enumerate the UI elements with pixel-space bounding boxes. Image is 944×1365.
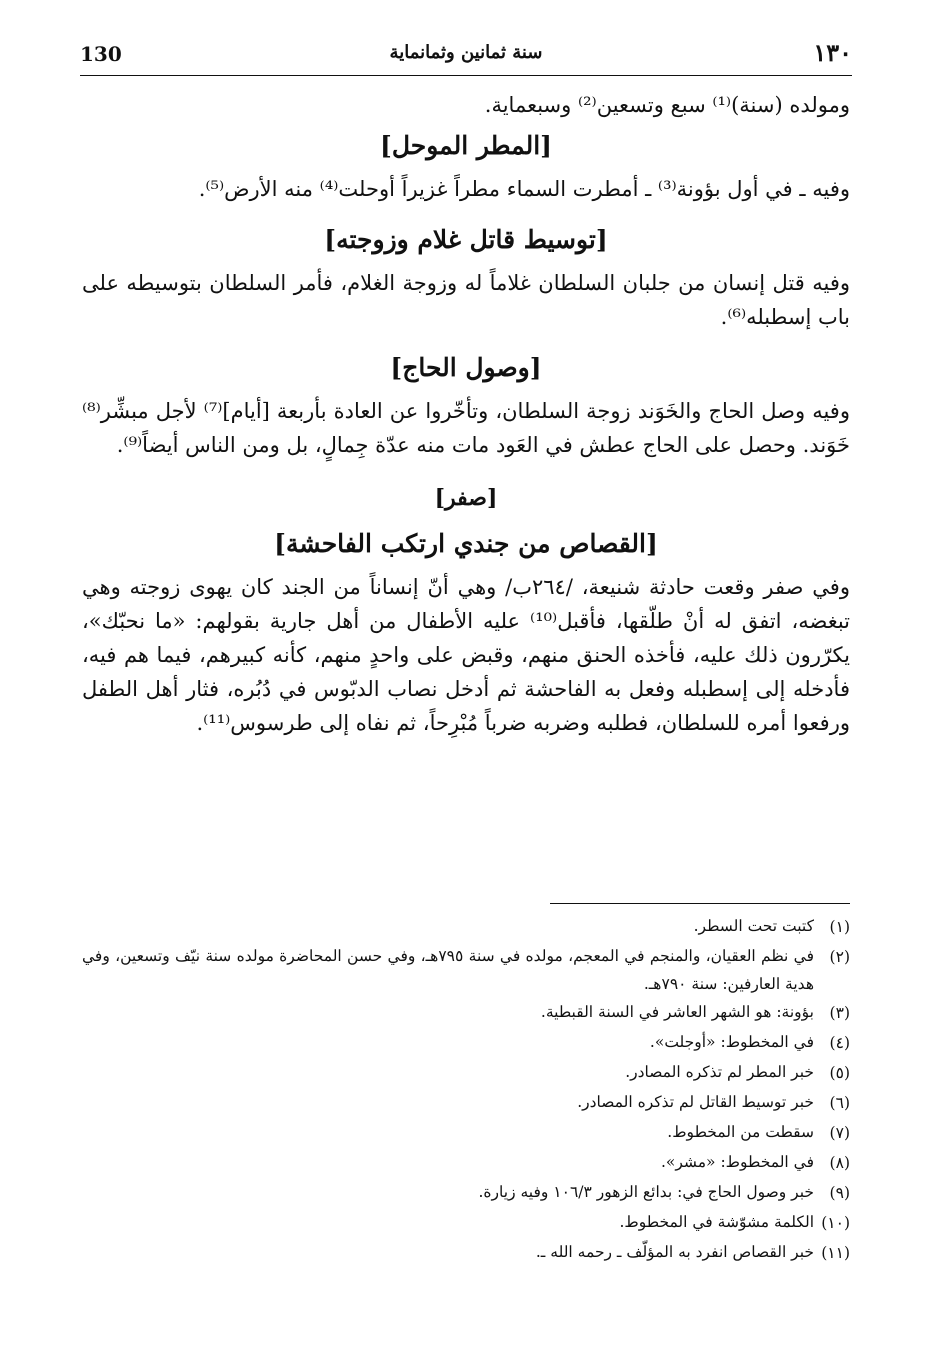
- running-title: سنة ثمانين وثمانماية: [389, 42, 543, 63]
- footnote-text: خبر توسيط القاتل لم تذكره المصادر.: [577, 1093, 814, 1111]
- section-paragraph: وفي صفر وقعت حادثة شنيعة، /٢٦٤ب/ وهي أنّ إنساناً من الجند كان يهوى زوجته وهي تبغضه، اتفق له أنْ طلّقها، فأقبل⁽¹⁰⁾ عليه الأطفال من أهل جارية بقولهم: «ما نحبّك»، يكرّرون ذلك عليه، فأخذه الحنق منهم، وقبض على واحدٍ منهم، كأنه كبيرهم، فيما هم فيه، فأدخله إلى إسطبله وفعل به الفاحشة ثم أدخل نصاب الدبّوس في دُبُره، فثار أهل الطفل ورفعوا أمره للسلطان، فطلبه وضربه ضرباً مُبْرِحاً، ثم نفاه إلى طرسوس⁽¹¹⁾.: [82, 575, 851, 735]
- footnote-number: (٩): [829, 1184, 850, 1202]
- footnote-number: (٧): [829, 1124, 850, 1142]
- section-heading: [المطر الموحل]: [380, 131, 552, 160]
- footnote: [82, 942, 850, 998]
- month-heading: [صفر]: [434, 485, 498, 511]
- footnote: [82, 1058, 850, 1088]
- footnote-number: (٥): [829, 1064, 850, 1082]
- footnote-rule: [550, 903, 850, 904]
- footnote-text: كتبت تحت السطر.: [693, 917, 814, 935]
- footnote-number: (٤): [829, 1034, 850, 1052]
- footnote-number: (١٠): [821, 1214, 850, 1232]
- footnote: [82, 1148, 850, 1178]
- header-rule: [80, 75, 852, 76]
- footnote-text: خبر المطر لم تذكره المصادر.: [625, 1063, 814, 1081]
- footnote-number: (١): [829, 918, 850, 936]
- page-header: [80, 38, 852, 74]
- footnotes: [82, 912, 850, 1268]
- page-number-latin: 130: [80, 42, 122, 66]
- section-heading: [توسيط قاتل غلام وزوجته]: [324, 225, 608, 254]
- page-number-arabic: ١٣٠: [813, 38, 852, 67]
- footnote-text: في المخطوط: «مشر».: [660, 1153, 814, 1171]
- section-paragraph: وفيه وصل الحاج والخَوَند زوجة السلطان، وتأخّروا عن العادة بأربعة [أيام]⁽⁷⁾ لأجل مبشِّر⁽⁸⁾ خَوَند. وحصل على الحاج عطش في العَود مات منه عدّة جِمالٍ، بل ومن الناس أيضاً⁽⁹⁾.: [82, 399, 850, 457]
- footnote: [82, 1208, 850, 1238]
- footnote-number: (١١): [821, 1244, 850, 1262]
- section-paragraph: وفيه قتل إنسان من جلبان السلطان غلاماً له وزوجة الغلام، فأمر السلطان بتوسيطه على باب إسطبله⁽⁶⁾.: [82, 271, 850, 329]
- footnote-number: (٣): [829, 1004, 850, 1022]
- footnote: [82, 912, 850, 942]
- main-text: [82, 88, 850, 740]
- footnote-text: بؤونة: هو الشهر العاشر في السنة القبطية.: [540, 1003, 814, 1021]
- footnote: [82, 1028, 850, 1058]
- footnote: [82, 998, 850, 1028]
- footnote-text: سقطت من المخطوط.: [667, 1123, 814, 1141]
- footnote: [82, 1178, 850, 1208]
- footnote-number: (٦): [829, 1094, 850, 1112]
- footnote: [82, 1238, 850, 1268]
- footnote: [82, 1118, 850, 1148]
- footnote-number: (٨): [829, 1154, 850, 1172]
- footnote-text: خبر القصاص انفرد به المؤلّف ـ رحمه الله ـ.: [535, 1243, 814, 1261]
- footnote: [82, 1088, 850, 1118]
- footnote-text: في نظم العقيان، والمنجم في المعجم، مولده في سنة ٧٩٥هـ، وفي حسن المحاضرة مولده سنة نيّف وتسعين، وفي هدية العارفين: سنة ٧٩٠هـ.: [82, 947, 814, 993]
- intro-paragraph: ومولده (سنة)⁽¹⁾ سبع وتسعين⁽²⁾ وسبعماية.: [484, 93, 850, 117]
- footnote-number: (٢): [829, 948, 850, 966]
- section-paragraph: وفيه ـ في أول بؤونة⁽³⁾ ـ أمطرت السماء مطراً غزيراً أوحلت⁽⁴⁾ منه الأرض⁽⁵⁾.: [198, 177, 850, 201]
- footnote-text: الكلمة مشوّشة في المخطوط.: [619, 1213, 814, 1231]
- footnote-text: خبر وصول الحاج في: بدائع الزهور ١٠٦/٣ وفيه زيارة.: [478, 1183, 814, 1201]
- section-heading: [وصول الحاج]: [390, 353, 542, 382]
- footnote-text: في المخطوط: «أوجلت».: [649, 1033, 814, 1051]
- section-heading: [القصاص من جندي ارتكب الفاحشة]: [274, 529, 658, 558]
